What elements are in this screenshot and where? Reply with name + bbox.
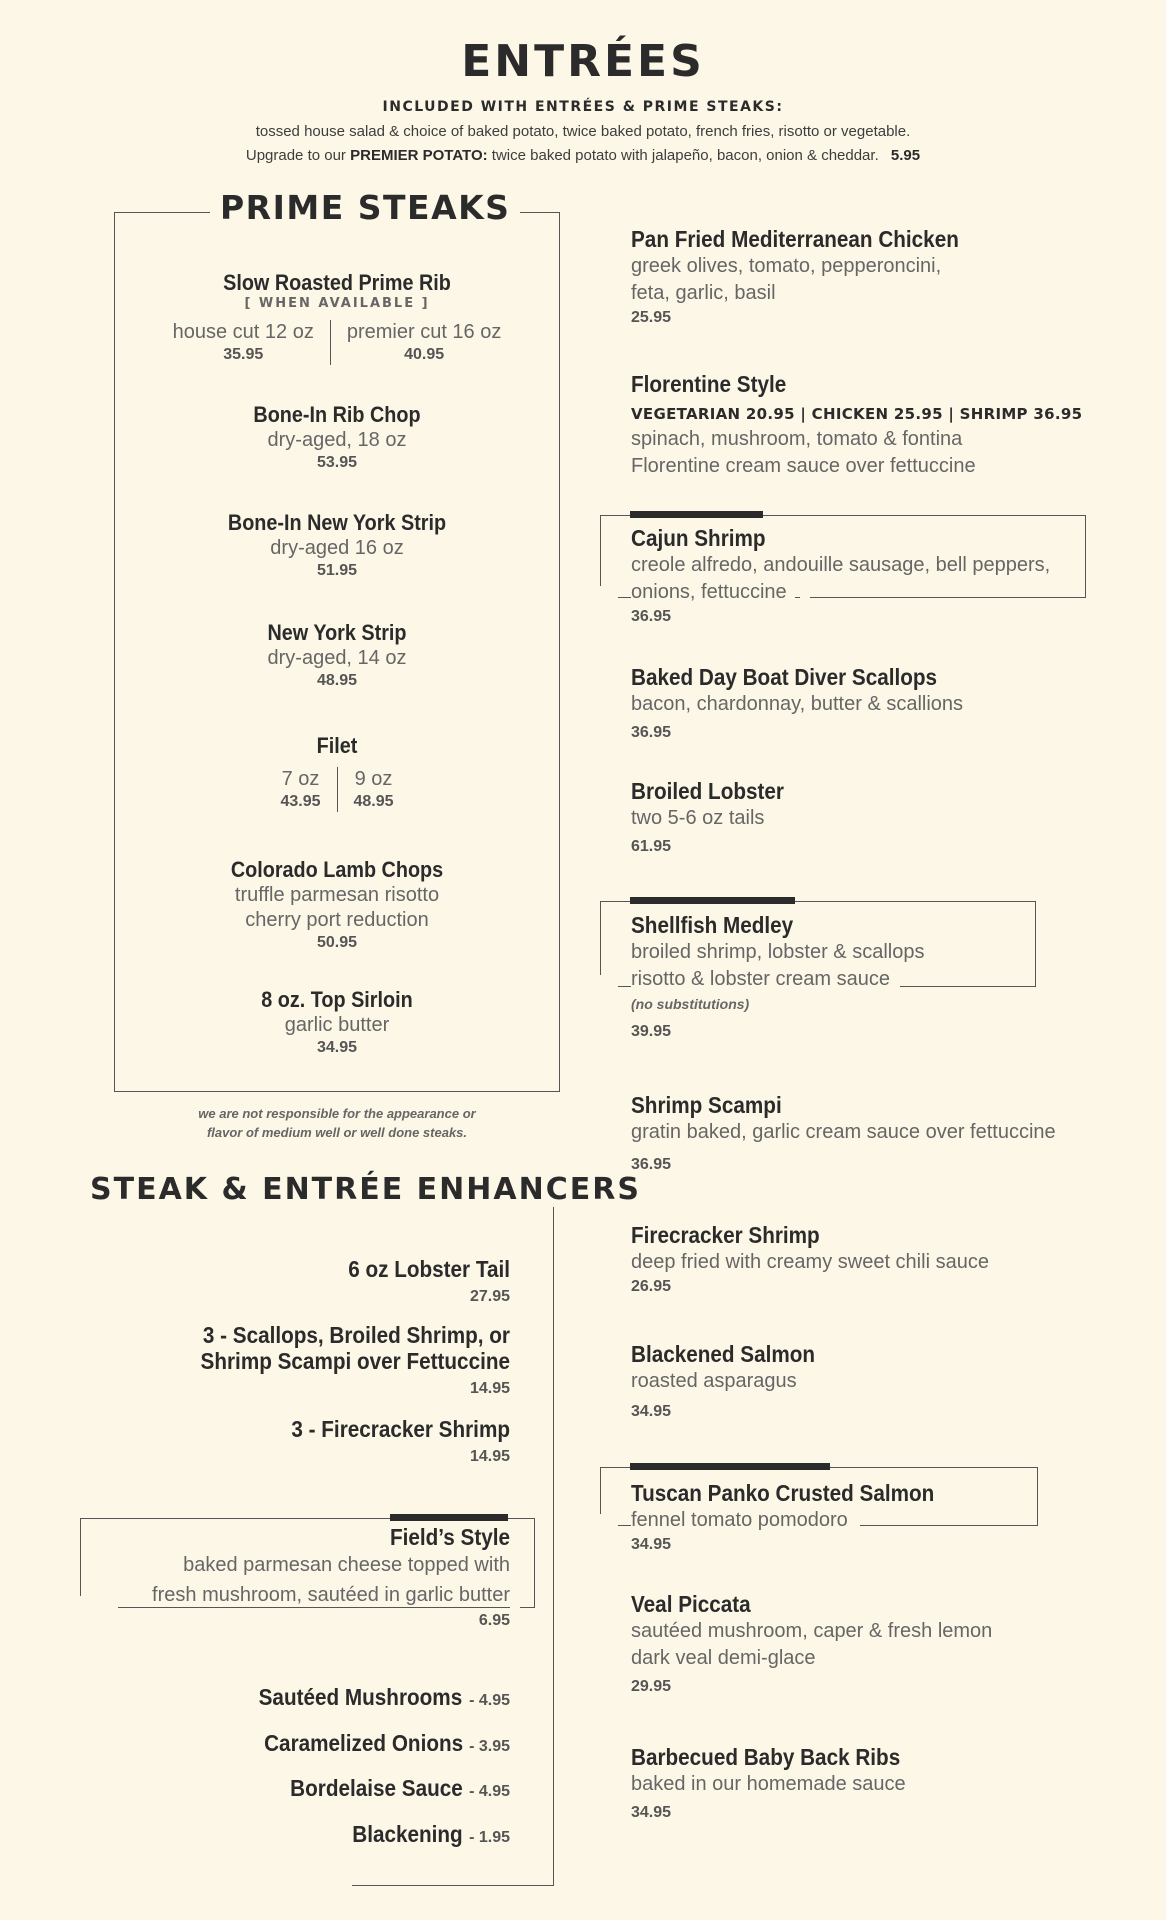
- prime-steaks-heading: PRIME STEAKS: [210, 188, 520, 227]
- option-desc: 7 oz: [281, 768, 320, 790]
- item-name: Veal Piccata: [631, 1591, 751, 1617]
- item-name: Shellfish Medley: [631, 912, 794, 938]
- option-7oz: [264, 767, 336, 812]
- item-desc: broiled shrimp, lobster & scallops: [631, 941, 925, 963]
- enhancers-frame-right: [553, 1188, 554, 1886]
- entree-florentine: [631, 370, 1091, 480]
- item-top-sirloin: [114, 987, 560, 1058]
- item-filet: [114, 733, 560, 812]
- feature-bar: [630, 1463, 830, 1470]
- item-name: Sautéed Mushrooms: [259, 1684, 463, 1710]
- item-price: - 3.95: [469, 1738, 510, 1755]
- item-price: 36.95: [631, 724, 672, 741]
- item-name: 3 - Firecracker Shrimp: [291, 1416, 510, 1442]
- item-name: 3 - Scallops, Broiled Shrimp, or: [202, 1322, 510, 1348]
- item-desc: deep fried with creamy sweet chili sauce: [631, 1251, 989, 1273]
- item-desc: truffle parmesan risotto: [234, 884, 440, 906]
- item-desc: risotto & lobster cream sauce: [631, 966, 900, 993]
- item-name: Bone-In New York Strip: [227, 510, 447, 535]
- item-desc: creole alfredo, andouille sausage, bell peppers,: [631, 554, 1051, 576]
- item-name: Slow Roasted Prime Rib: [223, 270, 451, 295]
- item-name: Caramelized Onions: [263, 1730, 463, 1756]
- item-desc: baked parmesan cheese topped with: [183, 1554, 510, 1576]
- feature-bar: [630, 897, 795, 904]
- frame-gap: [598, 1514, 618, 1528]
- item-price: 25.95: [631, 309, 672, 326]
- item-name: Cajun Shrimp: [631, 525, 766, 551]
- enh-mushrooms: [100, 1684, 510, 1711]
- enh-onions: [100, 1730, 510, 1757]
- item-price: 53.95: [316, 454, 358, 471]
- item-desc: gratin baked, garlic cream sauce over fettuccine: [631, 1121, 1056, 1143]
- item-desc: Florentine cream sauce over fettuccine: [631, 455, 976, 477]
- item-price: 27.95: [469, 1288, 510, 1305]
- option-house-cut: [157, 320, 330, 365]
- item-name: Field’s Style: [389, 1524, 510, 1550]
- upgrade-prefix: Upgrade to our: [245, 147, 346, 164]
- doneness-disclaimer: [114, 1104, 560, 1142]
- entree-chicken: [631, 225, 1091, 329]
- item-name: Bone-In Rib Chop: [253, 402, 421, 427]
- option-9oz: [338, 767, 410, 812]
- item-price: 50.95: [316, 934, 358, 951]
- item-options: VEGETARIAN 20.95 | CHICKEN 25.95 | SHRIMP 36.95: [631, 405, 1083, 423]
- upgrade-line: [0, 147, 1166, 164]
- item-price: 26.95: [631, 1278, 672, 1295]
- disclaimer-line: we are not responsible for the appearance or: [198, 1106, 476, 1121]
- frame-gap: [598, 975, 618, 989]
- feature-bar: [630, 511, 763, 518]
- item-name: Filet: [316, 733, 358, 758]
- item-price: 14.95: [469, 1380, 510, 1397]
- entree-cajun-shrimp: [631, 524, 1091, 628]
- item-name: New York Strip: [267, 620, 407, 645]
- enh-blackening: [100, 1821, 510, 1848]
- item-lamb-chops: [114, 857, 560, 953]
- item-desc: feta, garlic, basil: [631, 282, 776, 304]
- item-desc: onions, fettuccine: [631, 579, 795, 606]
- upgrade-name: PREMIER POTATO:: [350, 147, 488, 164]
- item-desc: spinach, mushroom, tomato & fontina: [631, 428, 963, 450]
- enh-firecracker: [100, 1416, 510, 1468]
- enh-lobster-tail: [100, 1256, 510, 1308]
- enh-scallops-shrimp: [100, 1322, 510, 1400]
- item-price: 14.95: [469, 1448, 510, 1465]
- option-price: 35.95: [223, 346, 264, 363]
- item-price: - 4.95: [469, 1692, 510, 1709]
- item-name: Shrimp Scampi over Fettuccine: [200, 1348, 510, 1374]
- item-desc: dry-aged, 18 oz: [267, 429, 407, 451]
- item-price: 34.95: [631, 1536, 672, 1553]
- item-price: 34.95: [631, 1804, 672, 1821]
- item-price: 61.95: [631, 838, 672, 855]
- item-name: Blackened Salmon: [631, 1341, 816, 1367]
- option-price: 48.95: [353, 793, 394, 810]
- item-price: - 4.95: [469, 1783, 510, 1800]
- entree-shrimp-scampi: [631, 1091, 1091, 1176]
- item-name: Tuscan Panko Crusted Salmon: [631, 1480, 935, 1506]
- availability-note: [ WHEN AVAILABLE ]: [244, 296, 430, 311]
- option-premier-cut: [331, 320, 518, 365]
- item-price: 6.95: [478, 1612, 510, 1629]
- item-price: 39.95: [631, 1023, 672, 1040]
- page-title: ENTRÉES: [461, 36, 705, 87]
- item-desc: bacon, chardonnay, butter & scallions: [631, 693, 964, 715]
- item-price: 34.95: [631, 1403, 672, 1420]
- entree-broiled-lobster: [631, 777, 1091, 858]
- item-price: 48.95: [316, 672, 358, 689]
- enh-bordelaise: [100, 1775, 510, 1802]
- option-price: 43.95: [280, 793, 321, 810]
- item-name: Shrimp Scampi: [631, 1092, 782, 1118]
- frame-gap: [598, 586, 618, 600]
- disclaimer-line: flavor of medium well or well done steaks.: [206, 1125, 468, 1140]
- item-name: Baked Day Boat Diver Scallops: [631, 664, 938, 690]
- item-desc: greek olives, tomato, pepperoncini,: [631, 255, 942, 277]
- item-name: Florentine Style: [631, 371, 787, 397]
- enh-fields-style: [100, 1524, 510, 1632]
- option-desc: 9 oz: [354, 768, 393, 790]
- filet-options: [114, 767, 560, 812]
- item-desc: baked in our homemade sauce: [631, 1773, 906, 1795]
- enhancers-frame-bottom: [352, 1885, 554, 1886]
- item-name: Colorado Lamb Chops: [230, 857, 444, 882]
- item-name: Barbecued Baby Back Ribs: [631, 1744, 901, 1770]
- upgrade-price: 5.95: [890, 147, 921, 164]
- item-price: 36.95: [631, 608, 672, 625]
- included-sides: tossed house salad & choice of baked potato, twice baked potato, french fries, risotto or vegetable.: [255, 123, 911, 140]
- item-desc: roasted asparagus: [631, 1370, 797, 1392]
- item-name: Pan Fried Mediterranean Chicken: [631, 226, 959, 252]
- item-price: 51.95: [316, 562, 358, 579]
- item-desc: fennel tomato pomodoro: [631, 1507, 860, 1534]
- entree-tuscan-salmon: [631, 1479, 1091, 1556]
- prime-rib-options: [114, 320, 560, 365]
- entree-veal-piccata: [631, 1590, 1091, 1698]
- item-desc: sautéed mushroom, caper & fresh lemon: [631, 1620, 993, 1642]
- feature-bar: [390, 1514, 508, 1521]
- item-name: Firecracker Shrimp: [631, 1222, 820, 1248]
- entree-baby-back-ribs: [631, 1743, 1091, 1824]
- item-name: 8 oz. Top Sirloin: [261, 987, 413, 1012]
- upgrade-desc: twice baked potato with jalapeño, bacon, onion & cheddar.: [491, 147, 879, 164]
- item-name: Broiled Lobster: [631, 778, 784, 804]
- frame-gap: [510, 1596, 520, 1610]
- entree-blackened-salmon: [631, 1340, 1091, 1423]
- item-price: 36.95: [631, 1156, 672, 1173]
- item-desc: cherry port reduction: [245, 909, 429, 931]
- item-price: - 1.95: [469, 1829, 510, 1846]
- item-name: 6 oz Lobster Tail: [348, 1256, 510, 1282]
- item-price: 34.95: [316, 1039, 358, 1056]
- entree-shellfish-medley: [631, 911, 1091, 1043]
- option-price: 40.95: [404, 346, 445, 363]
- item-name: Blackening: [352, 1821, 463, 1847]
- item-desc: fresh mushroom, sautéed in garlic butter: [152, 1584, 510, 1606]
- item-note: (no substitutions): [631, 996, 750, 1012]
- item-rib-chop: [114, 402, 560, 473]
- item-desc: two 5-6 oz tails: [631, 807, 765, 829]
- entree-firecracker-shrimp: [631, 1221, 1091, 1298]
- option-desc: house cut 12 oz: [172, 321, 314, 343]
- item-desc: dark veal demi-glace: [631, 1647, 816, 1669]
- item-price: 29.95: [631, 1678, 672, 1695]
- item-desc: dry-aged, 14 oz: [267, 647, 407, 669]
- option-desc: premier cut 16 oz: [346, 321, 502, 343]
- item-desc: garlic butter: [284, 1014, 390, 1036]
- enhancers-heading: STEAK & ENTRÉE ENHANCERS: [82, 1172, 649, 1207]
- entree-scallops: [631, 663, 1091, 744]
- item-name: Bordelaise Sauce: [290, 1775, 463, 1801]
- included-heading: INCLUDED WITH ENTRÉES & PRIME STEAKS:: [382, 99, 784, 115]
- item-prime-rib: [114, 270, 560, 365]
- item-ny-strip: [114, 620, 560, 691]
- item-bone-in-ny: [114, 510, 560, 581]
- item-desc: dry-aged 16 oz: [270, 537, 404, 559]
